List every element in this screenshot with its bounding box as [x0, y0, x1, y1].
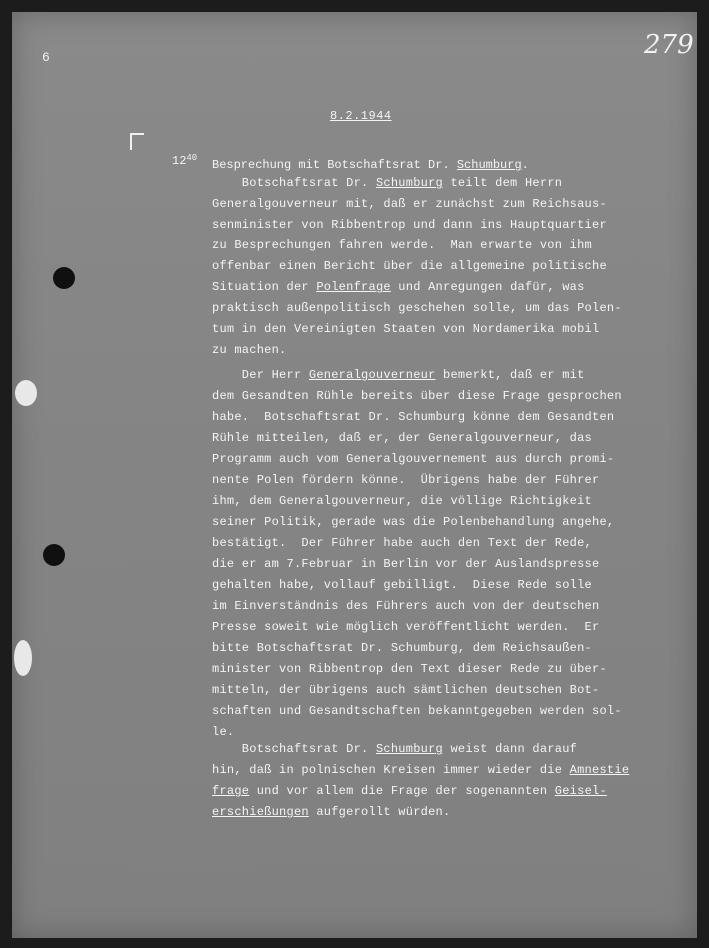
text-line: praktisch außenpolitisch geschehen solle, um das Polen- [212, 301, 622, 315]
document-date: 8.2.1944 [330, 109, 392, 123]
text-line [212, 805, 450, 819]
text-line: mitteln, der übrigens auch sämtlichen deutschen Bot- [212, 683, 600, 697]
underlined-name: Schumburg [375, 742, 443, 756]
text-line: Generalgouverneur mit, daß er zunächst zum Reichsaus- [212, 197, 607, 211]
underlined-term: erschießungen [212, 805, 309, 819]
text-line: Programm auch vom Generalgouvernement aus durch promi- [212, 452, 615, 466]
text-line: seiner Politik, gerade was die Polenbehandlung angehe, [212, 515, 615, 529]
text-line: tum in den Vereinigten Staaten von Nordamerika mobil [212, 322, 600, 336]
margin-notch [14, 640, 32, 676]
page-number: 6 [42, 50, 50, 65]
text-line: bitte Botschaftsrat Dr. Schumburg, dem Reichsaußen- [212, 641, 593, 655]
archive-number: 279 [644, 30, 694, 60]
line-text: teilt dem Herrn [443, 176, 563, 190]
text-line: Rühle mitteilen, daß er, der Generalgouverneur, das [212, 431, 593, 445]
text-line: bestätigt. Der Führer habe auch den Text der Rede, [212, 536, 593, 550]
meeting-title [212, 158, 529, 172]
text-line: schaften und Gesandtschaften bekanntgegeben werden sol- [212, 704, 622, 718]
line-text: Situation der [212, 280, 317, 294]
punch-hole [43, 544, 65, 566]
text-line: dem Gesandten Rühle bereits über diese Frage gesprochen [212, 389, 622, 403]
underlined-term: Generalgouverneur [308, 368, 436, 382]
punch-hole [53, 267, 75, 289]
title-suffix: . [521, 158, 529, 172]
line-text: Botschaftsrat Dr. [212, 742, 376, 756]
line-text: hin, daß in polnischen Kreisen immer wieder die [212, 763, 570, 777]
underlined-term: Polenfrage [316, 280, 391, 294]
text-line [212, 784, 607, 798]
text-line: gehalten habe, vollauf gebilligt. Diese Rede solle [212, 578, 593, 592]
text-line [212, 368, 585, 382]
text-line: zu Besprechungen fahren werde. Man erwarte von ihm [212, 238, 593, 252]
text-line: offenbar einen Bericht über die allgemeine politische [212, 259, 607, 273]
text-line: Presse soweit wie möglich veröffentlicht werden. Er [212, 620, 600, 634]
margin-bracket-mark [130, 133, 144, 150]
text-line [212, 742, 577, 756]
line-text: und Anregungen dafür, was [390, 280, 585, 294]
text-line [212, 176, 562, 190]
text-line: nente Polen fördern könne. Übrigens habe der Führer [212, 473, 600, 487]
text-line: minister von Ribbentrop den Text dieser Rede zu über- [212, 662, 607, 676]
text-line: senminister von Ribbentrop und dann ins Hauptquartier [212, 218, 607, 232]
time-hour: 12 [172, 154, 187, 168]
underlined-name: Schumburg [375, 176, 443, 190]
text-line [212, 280, 585, 294]
time-minutes: 40 [186, 153, 198, 163]
line-text: aufgerollt würden. [308, 805, 451, 819]
text-line [212, 763, 629, 777]
title-text: Besprechung mit Botschaftsrat Dr. [212, 158, 457, 172]
text-line: le. [212, 725, 235, 739]
margin-notch [15, 380, 37, 406]
line-text: weist dann darauf [443, 742, 578, 756]
meeting-time [172, 154, 197, 168]
line-text: Botschaftsrat Dr. [212, 176, 376, 190]
underlined-term: Amnestie [569, 763, 630, 777]
text-line: im Einverständnis des Führers auch von der deutschen [212, 599, 600, 613]
text-line: zu machen. [212, 343, 287, 357]
line-text: und vor allem die Frage der sogenannten [249, 784, 555, 798]
text-line: die er am 7.Februar in Berlin vor der Auslandspresse [212, 557, 600, 571]
line-text: Der Herr [212, 368, 309, 382]
text-line: ihm, dem Generalgouverneur, die völlige Richtigkeit [212, 494, 593, 508]
underlined-term: Geisel- [554, 784, 607, 798]
document-page [12, 12, 697, 938]
underlined-term: frage [212, 784, 250, 798]
title-name: Schumburg [456, 158, 522, 172]
line-text: bemerkt, daß er mit [435, 368, 585, 382]
text-line: habe. Botschaftsrat Dr. Schumburg könne dem Gesandten [212, 410, 615, 424]
